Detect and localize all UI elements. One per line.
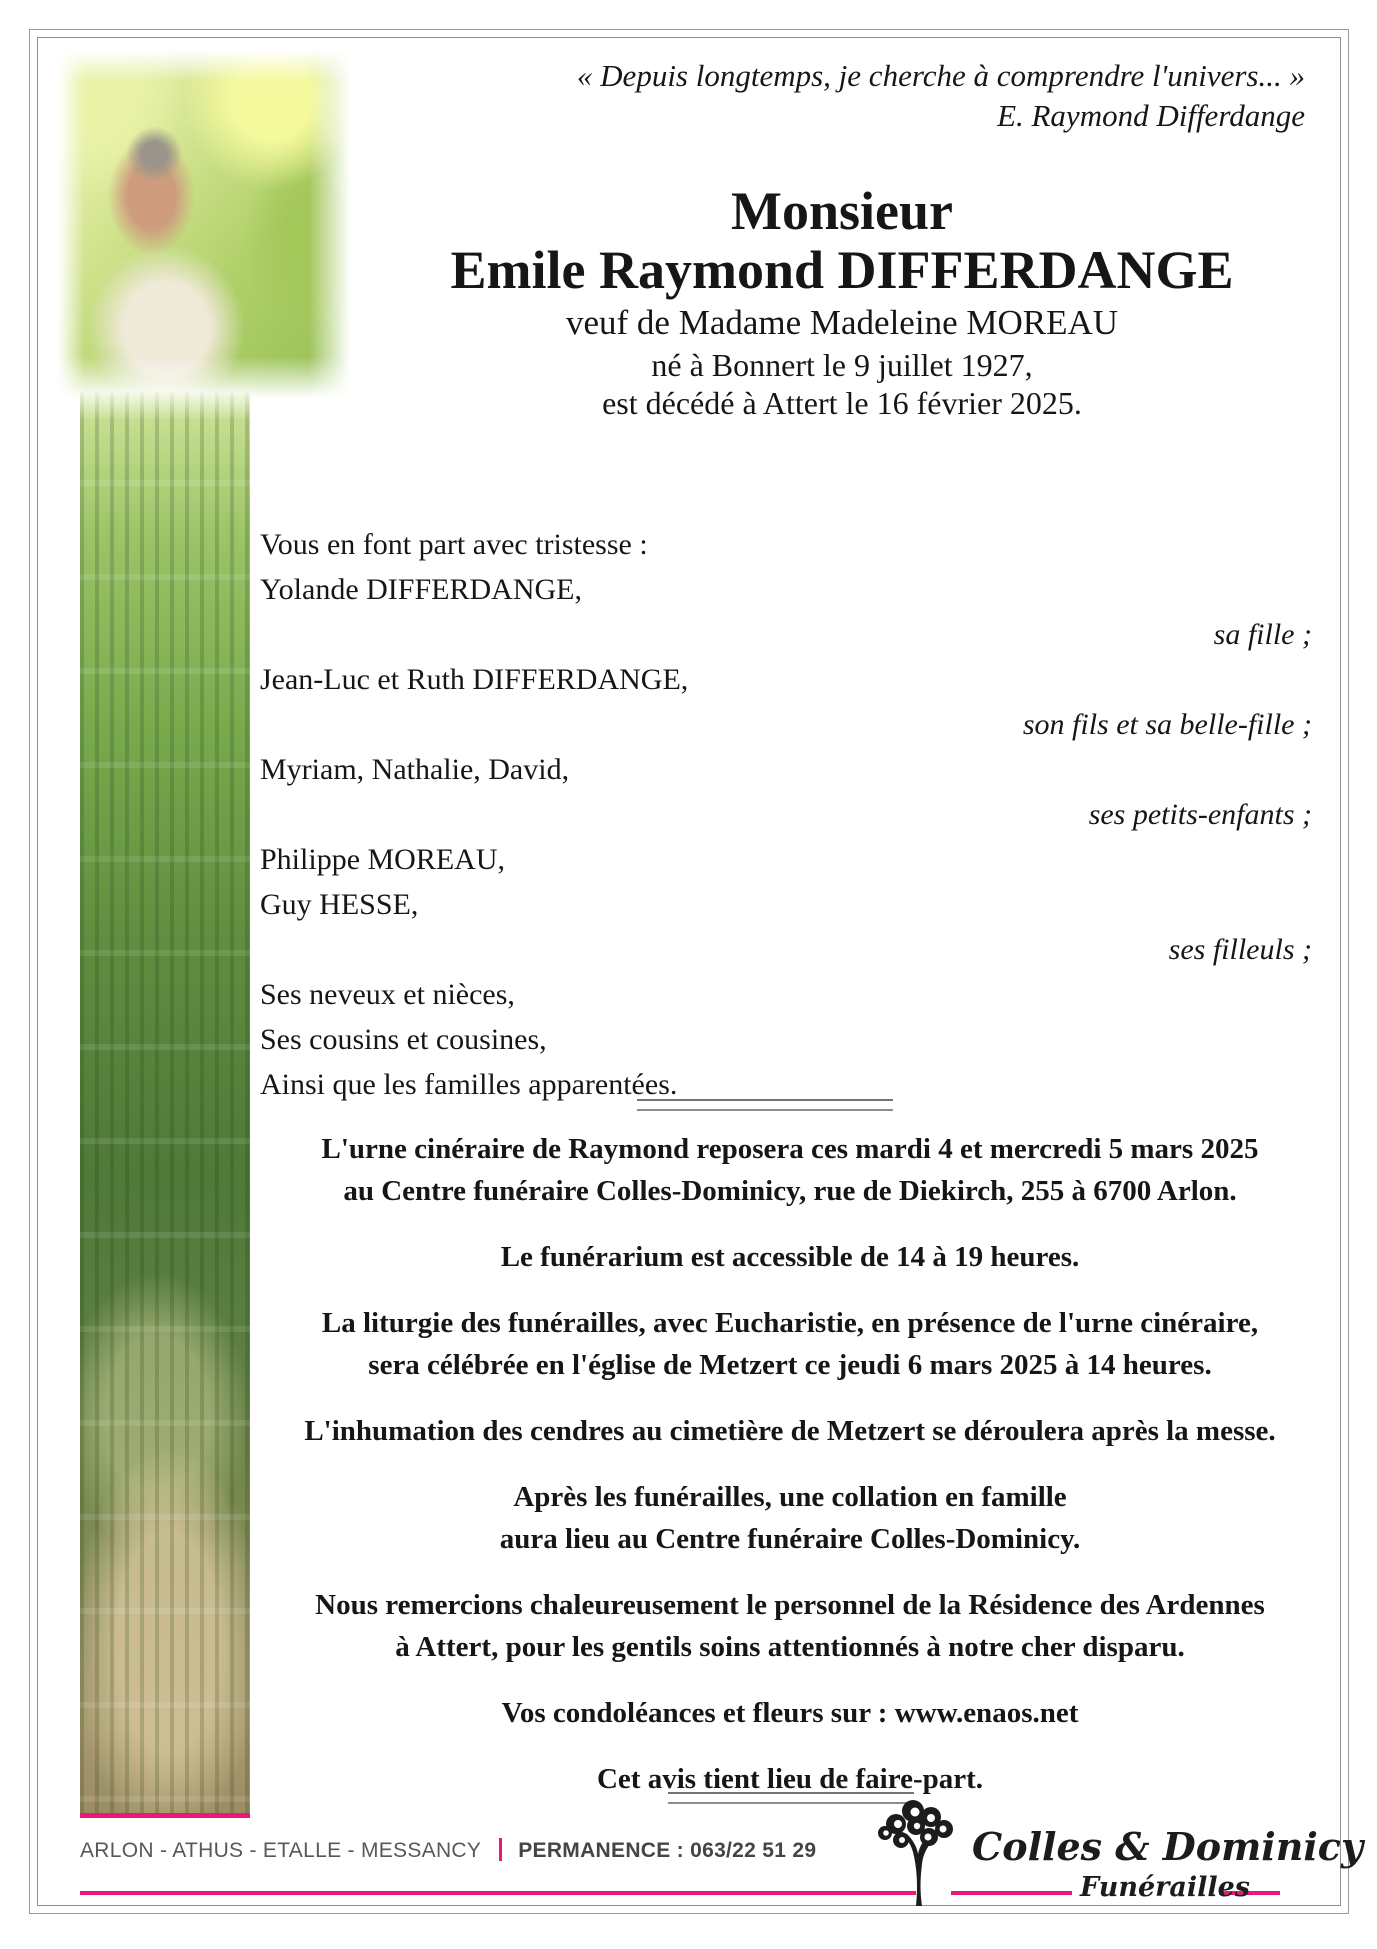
family-relation: son fils et sa belle-fille ; [1022, 708, 1312, 741]
permanence-phone: PERMANENCE : 063/22 51 29 [518, 1839, 817, 1862]
epigraph-text: « Depuis longtemps, je cherche à comprendre l'univers... » [576, 58, 1305, 93]
family-relation: sa fille ; [1213, 618, 1312, 651]
deceased-name: Emile Raymond DIFFERDANGE [450, 240, 1234, 300]
deceased-header [345, 182, 1339, 422]
announcement-collation: Après les funérailles, une collation en famille aura lieu au Centre funéraire Colles-Dominicy. [499, 1481, 1081, 1555]
forest-path-photo [80, 392, 250, 1813]
announcement-inhumation: L'inhumation des cendres au cimetière de Metzert se déroulera après la messe. [304, 1415, 1276, 1447]
salutation: Monsieur [731, 181, 953, 241]
announcement-thanks: Nous remercions chaleureusement le personnel de la Résidence des Ardennes à Attert, pour les gentils soins attentionnés à notre cher disparu. [315, 1589, 1265, 1663]
portrait-photo [58, 50, 350, 398]
family-list [260, 522, 1312, 1107]
widower-line: veuf de Madame Madeleine MOREAU [565, 303, 1119, 342]
funeral-home-brand-subtitle: Funérailles [1080, 1872, 1251, 1903]
announcement-condolences-url: Vos condoléances et fleurs sur : www.enaos.net [501, 1697, 1079, 1729]
announcement-faire-part: Cet avis tient lieu de faire-part. [596, 1763, 984, 1795]
funeral-home-contact [80, 1838, 816, 1863]
epigraph-attribution: E. Raymond Differdange [997, 98, 1305, 133]
funeral-home-brand: Colles & Dominicy [972, 1824, 1364, 1869]
family-name: Jean-Luc et Ruth DIFFERDANGE, [260, 663, 689, 696]
footer-accent-line [951, 1891, 1072, 1895]
funeral-home-locations: ARLON - ATHUS - ETALLE - MESSANCY [80, 1839, 482, 1862]
photo-accent-underline [80, 1813, 250, 1818]
family-name: Myriam, Nathalie, David, [260, 753, 570, 786]
family-name: Guy HESSE, [260, 888, 419, 921]
family-relation: ses petits-enfants ; [1088, 798, 1312, 831]
family-name: Yolande DIFFERDANGE, [260, 573, 582, 606]
family-name: Ses cousins et cousines, [260, 1023, 547, 1056]
family-intro: Vous en font part avec tristesse : [260, 528, 648, 561]
family-name: Ainsi que les familles apparentées. [260, 1068, 678, 1101]
death-line: est décédé à Attert le 16 février 2025. [602, 385, 1082, 421]
section-divider-top [637, 1099, 893, 1111]
pink-separator-bar [499, 1838, 502, 1861]
family-name: Philippe MOREAU, [260, 843, 506, 876]
announcement-liturgy: La liturgie des funérailles, avec Eucharistie, en présence de l'urne cinéraire, sera célébrée en l'église de Metzert ce jeudi 6 mars 2025 à 14 heures. [321, 1307, 1259, 1381]
birth-line: né à Bonnert le 9 juillet 1927, [651, 347, 1033, 383]
announcement-funerarium-hours: Le funérarium est accessible de 14 à 19 heures. [500, 1241, 1080, 1273]
announcement-urn-repose: L'urne cinéraire de Raymond reposera ces mardi 4 et mercredi 5 mars 2025 au Centre funéraire Colles-Dominicy, rue de Diekirch, 255 à 6700 Arlon. [321, 1133, 1259, 1207]
tree-logo-icon [872, 1794, 966, 1906]
epigraph [380, 56, 1305, 136]
footer-accent-line [80, 1891, 916, 1895]
family-name: Ses neveux et nièces, [260, 978, 515, 1011]
funeral-announcements [235, 1128, 1345, 1824]
family-relation: ses filleuls ; [1168, 933, 1312, 966]
